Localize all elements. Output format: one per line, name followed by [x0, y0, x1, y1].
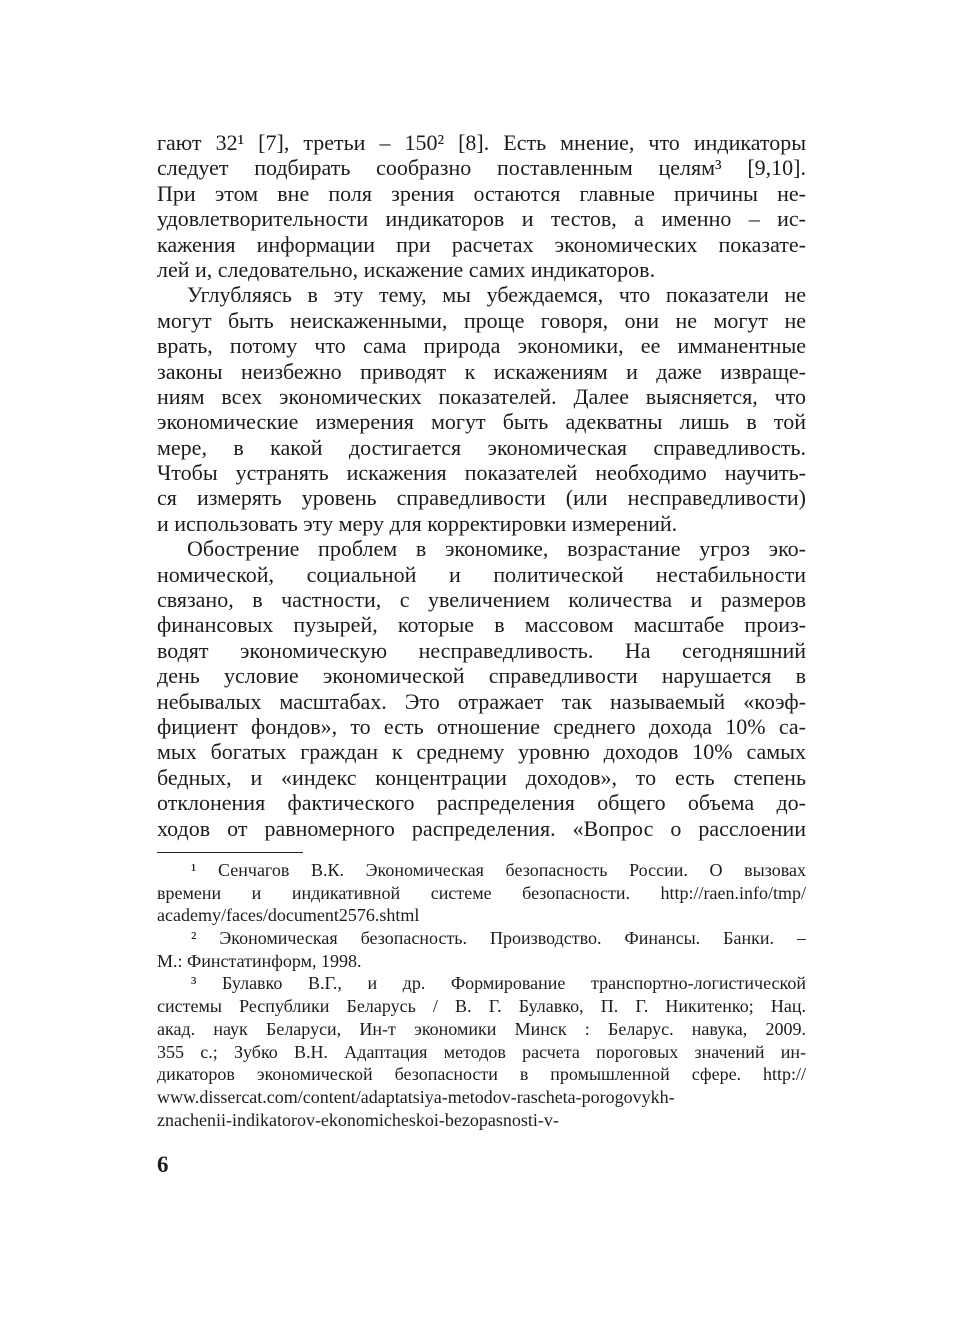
text-line: мере, в какой достигается экономическая справедливость. — [157, 434, 806, 460]
text-line: связано, в частности, с увеличением количества и размеров — [157, 587, 806, 613]
text-line: фициент фондов», то есть отношение среднего дохода 10% са- — [157, 713, 806, 739]
footnote-line: znachenii-indikatorov-ekonomicheskoi-bezopasnosti-v- — [157, 1109, 559, 1130]
text-line: экономические измерения могут быть адекватны лишь в той — [157, 409, 806, 435]
main-text — [157, 130, 806, 841]
footnote-line: 355 с.; Зубко В.Н. Адаптация методов расчета пороговых значений ин- — [157, 1041, 806, 1062]
paragraph-3 — [157, 536, 806, 841]
text-line: мых богатых граждан к среднему уровню доходов 10% самых — [157, 739, 806, 765]
footnote-line: М.: Финстатинформ, 1998. — [157, 950, 362, 971]
text-line: отклонения фактического распределения общего объема до- — [157, 790, 806, 816]
text-line: кажения информации при расчетах экономических показате- — [157, 231, 806, 257]
footnotes — [157, 859, 806, 1131]
text-line: номической, социальной и политической нестабильности — [157, 561, 806, 587]
text-line: день условие экономической справедливости нарушается в — [157, 663, 806, 689]
text-line: и использовать эту меру для корректировки измерений. — [157, 510, 678, 536]
text-line: ходов от равномерного распределения. «Вопрос о расслоении — [157, 815, 806, 841]
paragraph-1 — [157, 130, 806, 282]
text-line: следует подбирать сообразно поставленным целям³ [9,10]. — [157, 155, 806, 181]
footnote-2 — [157, 927, 806, 972]
text-line: гают 32¹ [7], третьи – 150² [8]. Есть мнение, что индикаторы — [157, 130, 806, 155]
footnote-line: ² Экономическая безопасность. Производство. Финансы. Банки. – — [191, 928, 806, 949]
text-line: законы неизбежно приводят к искажениям и даже извраще- — [157, 358, 806, 384]
footnote-line: academy/faces/document2576.shtml — [157, 905, 420, 926]
text-line: небывалых масштабах. Это отражает так называемый «коэф- — [157, 688, 806, 714]
text-line: бедных, и «индекс концентрации доходов», то есть степень — [157, 764, 806, 790]
text-line: ся измерять уровень справедливости (или несправедливости) — [157, 485, 806, 511]
footnote-line: акад. наук Беларуси, Ин-т экономики Минск : Беларус. навука, 2009. — [157, 1018, 806, 1039]
footnote-3 — [157, 972, 806, 1131]
footnote-line: ¹ Сенчагов В.К. Экономическая безопасность России. О вызовах — [191, 860, 806, 880]
text-line: финансовых пузырей, которые в массовом масштабе произ- — [157, 612, 806, 638]
text-line: врать, потому что сама природа экономики, ее имманентные — [157, 333, 806, 359]
text-line: Углубляясь в эту тему, мы убеждаемся, что показатели не — [187, 282, 806, 308]
footnote-line: времени и индикативной системе безопасности. http://raen.info/tmp/ — [157, 882, 806, 903]
text-line: могут быть неискаженными, проще говоря, они не могут не — [157, 307, 806, 333]
text-line: При этом вне поля зрения остаются главные причины не- — [157, 180, 806, 206]
paragraph-2 — [157, 282, 806, 536]
text-line: удовлетворительности индикаторов и тестов, а именно – ис- — [157, 206, 806, 232]
footnote-1 — [157, 859, 806, 927]
text-line: Обострение проблем в экономике, возрастание угроз эко- — [187, 536, 806, 562]
footnote-line: www.dissercat.com/content/adaptatsiya-metodov-rascheta-porogovykh- — [157, 1086, 675, 1107]
footnote-separator — [157, 852, 303, 853]
text-line: водят экономическую несправедливость. На сегодняшний — [157, 637, 806, 663]
page-number: 6 — [157, 1152, 169, 1177]
text-line: лей и, следовательно, искажение самих индикаторов. — [157, 256, 656, 282]
text-line: ниям всех экономических показателей. Далее выясняется, что — [157, 383, 806, 409]
footnote-line: системы Республики Беларусь / В. Г. Булавко, П. Г. Никитенко; Нац. — [157, 996, 806, 1017]
footnote-line: дикаторов экономической безопасности в промышленной сфере. http:// — [157, 1064, 806, 1085]
footnote-line: ³ Булавко В.Г., и др. Формирование транспортно-логистической — [191, 973, 806, 994]
text-line: Чтобы устранять искажения показателей необходимо научить- — [157, 460, 806, 486]
